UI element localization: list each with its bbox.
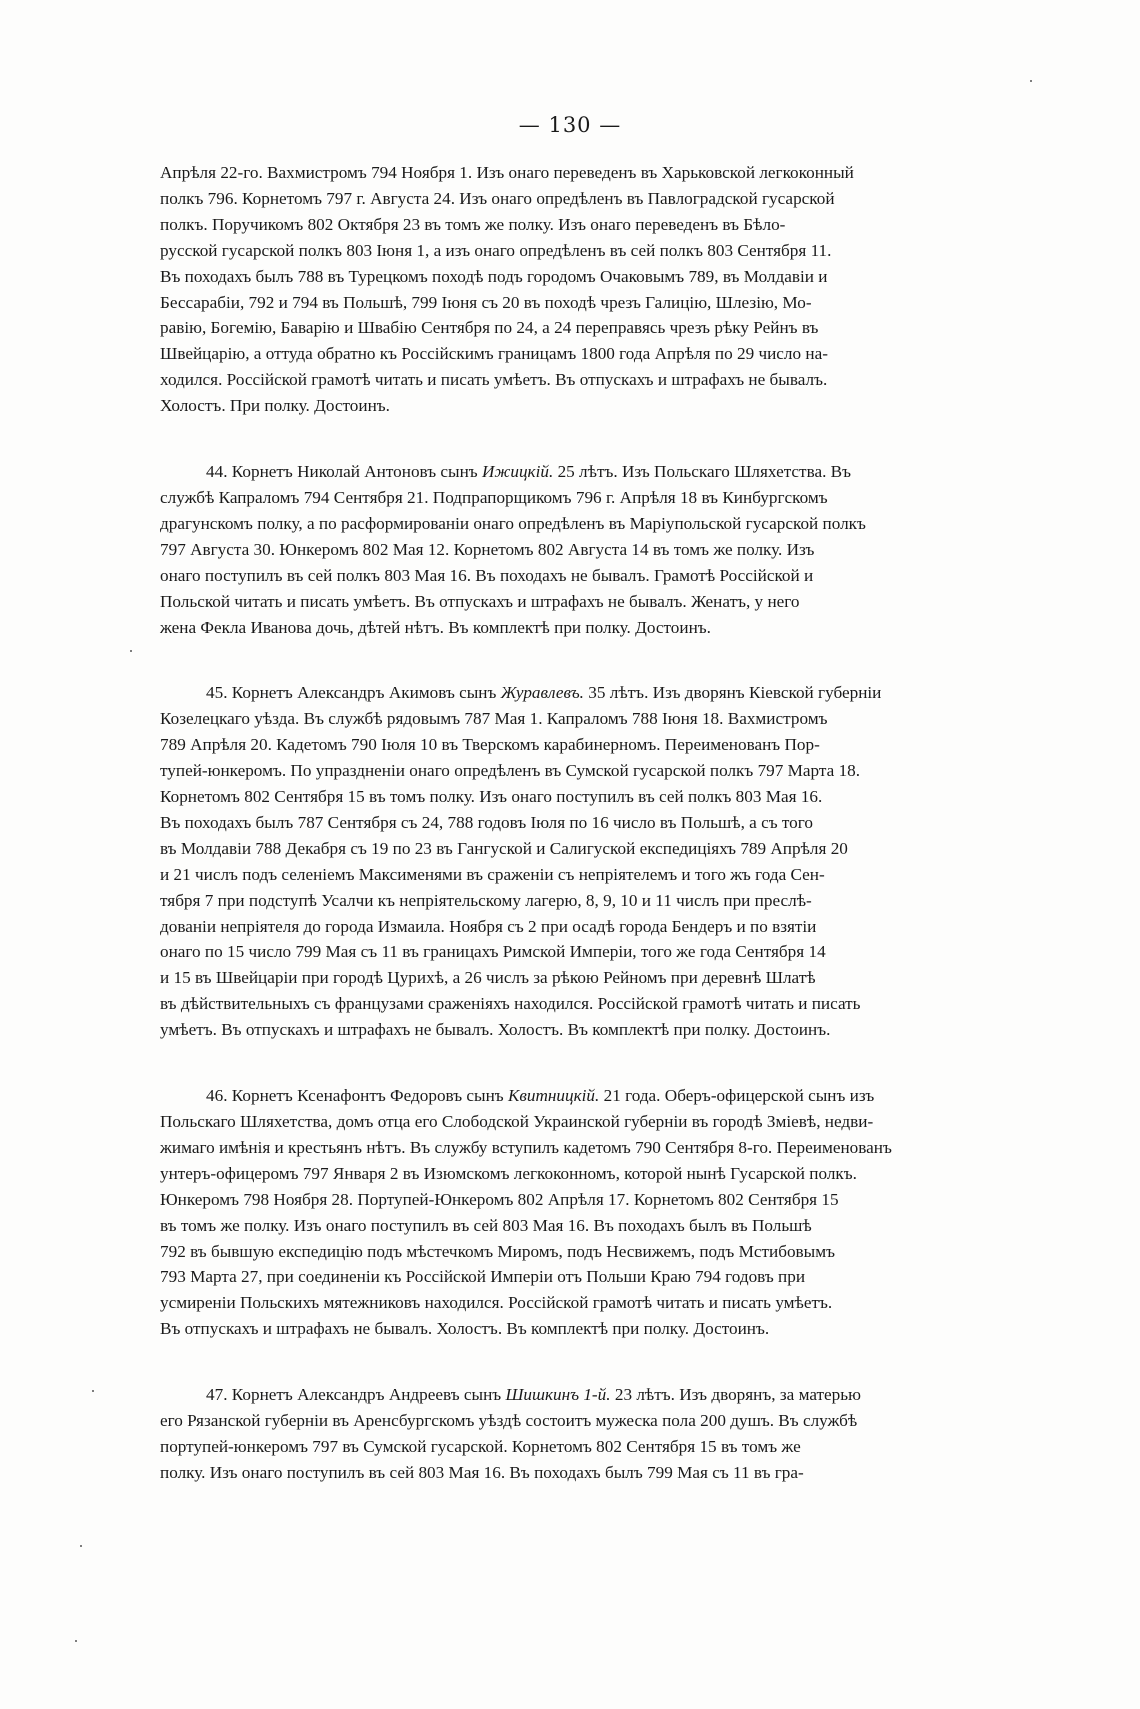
entry-lead: 47. Корнетъ Александръ Андреевъ сынъ xyxy=(206,1385,506,1405)
scan-speck xyxy=(80,1545,82,1547)
entry-heading-line xyxy=(160,1382,1036,1408)
text-line: Польскаго Шляхетства, домъ отца его Слободской Украинской губерніи въ городѣ Зміевѣ, недви- xyxy=(160,1112,874,1131)
text-line: 797 Августа 30. Юнкеромъ 802 Мая 12. Корнетомъ 802 Августа 14 въ томъ же полку. Изъ xyxy=(160,539,815,559)
text-line: усмиреніи Польскихъ мятежниковъ находился. Россійской грамотѣ читать и писать умѣетъ. xyxy=(160,1293,833,1313)
entry-46 xyxy=(160,1083,1036,1342)
scan-speck xyxy=(92,1390,94,1392)
text-line: равію, Богемію, Баварію и Швабію Сентября по 24, а 24 переправясь чрезъ рѣку Рейнъ въ xyxy=(160,318,819,338)
text-line: полку. Изъ онаго поступилъ въ сей 803 Мая 16. Въ походахъ былъ 799 Мая съ 11 въ гра- xyxy=(160,1462,804,1482)
text-line: ходился. Россійской грамотѣ читать и писать умѣетъ. Въ отпускахъ и штрафахъ не бывалъ. xyxy=(160,370,828,390)
text-line: 793 Марта 27, при соединеніи къ Россійской Имперіи отъ Польши Краю 794 годовъ при xyxy=(160,1267,806,1287)
entry-surname: Шишкинъ 1-й. xyxy=(505,1385,611,1405)
text-column xyxy=(160,160,1036,1486)
entry-heading-line xyxy=(160,1083,1036,1109)
text-line: его Рязанской губерніи въ Аренсбургскомъ уѣздѣ состоитъ мужеска пола 200 душъ. Въ службѣ xyxy=(160,1411,858,1431)
text-line: русской гусарской полкъ 803 Іюня 1, а изъ онаго опредѣленъ въ сей полкъ 803 Сентября 11. xyxy=(160,240,832,260)
text-line: тупей-юнкеромъ. По упраздненіи онаго опредѣленъ въ Сумской гусарской полкъ 797 Марта 18. xyxy=(160,761,861,781)
text-line: Въ отпускахъ и штрафахъ не бывалъ. Холостъ. Въ комплектѣ при полку. Достоинъ. xyxy=(160,1319,770,1339)
entry-lead-rest: 23 лѣтъ. Изъ дворянъ, за матерью xyxy=(610,1385,861,1405)
text-line: Бессарабіи, 792 и 794 въ Польшѣ, 799 Іюня съ 20 въ походѣ чрезъ Галицію, Шлезію, Мо- xyxy=(160,292,812,312)
text-line: умѣетъ. Въ отпускахъ и штрафахъ не бывалъ. Холостъ. Въ комплектѣ при полку. Достоинъ. xyxy=(160,1020,831,1040)
text-line: онаго по 15 число 799 Мая съ 11 въ границахъ Римской Имперіи, того же года Сентября 14 xyxy=(160,942,826,962)
entry-continuation xyxy=(160,160,1036,419)
entry-lead: 44. Корнетъ Николай Антоновъ сынъ xyxy=(206,462,482,482)
text-line: драгунскомъ полку, а по расформированіи онаго опредѣленъ въ Маріупольской гусарской полкъ xyxy=(160,513,866,533)
page-number: — 130 — xyxy=(518,113,622,137)
entry-lead: 45. Корнетъ Александръ Акимовъ сынъ xyxy=(206,683,501,703)
entry-surname: Журавлевъ. xyxy=(500,683,584,703)
text-line: унтеръ-офицеромъ 797 Января 2 въ Изюмскомъ легкоконномъ, которой нынѣ Гусарской полкъ. xyxy=(160,1163,857,1183)
text-line: Козелецкаго уѣзда. Въ службѣ рядовымъ 787 Мая 1. Капраломъ 788 Іюня 18. Вахмистромъ xyxy=(160,709,828,729)
entry-45 xyxy=(160,680,1036,1043)
entry-lead-rest: 25 лѣтъ. Изъ Польскаго Шляхетства. Въ xyxy=(553,462,852,482)
text-line: онаго поступилъ въ сей полкъ 803 Мая 16. Въ походахъ не бывалъ. Грамотѣ Россійской и xyxy=(160,565,814,585)
text-line: Юнкеромъ 798 Ноября 28. Портупей-Юнкеромъ 802 Апрѣля 17. Корнетомъ 802 Сентября 15 xyxy=(160,1189,839,1209)
entry-lead-rest: 21 года. Оберъ-офицерской сынъ изъ xyxy=(599,1086,875,1106)
text-line: въ Молдавіи 788 Декабря съ 19 по 23 въ Гангуской и Салигуской експедиціяхъ 789 Апрѣля 20 xyxy=(160,838,848,858)
text-line: Холостъ. При полку. Достоинъ. xyxy=(160,396,390,416)
text-line: жена Фекла Иванова дочь, дѣтей нѣтъ. Въ комплектѣ при полку. Достоинъ. xyxy=(160,617,711,637)
text-line: 789 Апрѣля 20. Кадетомъ 790 Іюля 10 въ Тверскомъ карабинерномъ. Переименованъ Пор- xyxy=(160,735,820,755)
entry-lead-rest: 35 лѣтъ. Изъ дворянъ Кіевской губерніи xyxy=(583,683,882,703)
entry-heading-line xyxy=(160,680,1036,706)
entry-44 xyxy=(160,459,1036,640)
text-line: Корнетомъ 802 Сентября 15 въ томъ полку. Изъ онаго поступилъ въ сей полкъ 803 Мая 16. xyxy=(160,787,823,807)
text-line: полкъ. Поручикомъ 802 Октября 23 въ томъ же полку. Изъ онаго переведенъ въ Бѣло- xyxy=(160,214,786,234)
text-line: тября 7 при подступѣ Усалчи къ непріятельскому лагерю, 8, 9, 10 и 11 числъ при преслѣ- xyxy=(160,890,812,910)
text-line: и 21 числъ подъ селеніемъ Максименями въ сраженіи съ непріятелемъ и того жъ года Сен- xyxy=(160,864,825,884)
text-line: службѣ Капраломъ 794 Сентября 21. Подпрапорщикомъ 796 г. Апрѣля 18 въ Кинбургскомъ xyxy=(160,487,828,507)
entry-heading-line xyxy=(160,459,1036,485)
text-line: и 15 въ Швейцаріи при городѣ Цурихѣ, а 26 числъ за рѣкою Рейномъ при деревнѣ Шлатѣ xyxy=(160,968,816,988)
entry-lead: 46. Корнетъ Ксенафонтъ Федоровъ сынъ xyxy=(206,1086,508,1106)
scan-speck xyxy=(1030,80,1032,82)
text-line: Апрѣля 22-го. Вахмистромъ 794 Ноября 1. Изъ онаго переведенъ въ Харьковской легкоконный xyxy=(160,163,854,182)
text-line: Польской читать и писать умѣетъ. Въ отпускахъ и штрафахъ не бывалъ. Женатъ, у него xyxy=(160,591,800,611)
text-line: Въ походахъ былъ 788 въ Турецкомъ походѣ подъ городомъ Очаковымъ 789, въ Молдавіи и xyxy=(160,266,828,286)
text-line: 792 въ бывшую експедицію подъ мѣстечкомъ Миромъ, подъ Несвижемъ, подъ Мстибовымъ xyxy=(160,1241,835,1261)
text-line: въ дѣйствительныхъ съ французами сраженіяхъ находился. Россійской грамотѣ читать и писать xyxy=(160,994,861,1014)
text-line: дованіи непріятеля до города Измаила. Ноября съ 2 при осадѣ города Бендеръ и по взятіи xyxy=(160,916,817,936)
text-line: портупей-юнкеромъ 797 въ Сумской гусарской. Корнетомъ 802 Сентября 15 въ томъ же xyxy=(160,1436,801,1456)
text-line: Швейцарію, а оттуда обратно къ Россійскимъ границамъ 1800 года Апрѣля по 29 число на- xyxy=(160,344,828,364)
scan-speck xyxy=(130,650,132,652)
text-line: жимаго имѣнія и крестьянъ нѣтъ. Въ службу вступилъ кадетомъ 790 Сентября 8-го. Переименованъ xyxy=(160,1137,892,1157)
text-line: полкъ 796. Корнетомъ 797 г. Августа 24. Изъ онаго опредѣленъ въ Павлоградской гусарской xyxy=(160,188,835,208)
text-line: въ томъ же полку. Изъ онаго поступилъ въ сей 803 Мая 16. Въ походахъ былъ въ Польшѣ xyxy=(160,1215,812,1235)
entry-47 xyxy=(160,1382,1036,1486)
text-line: Въ походахъ былъ 787 Сентября съ 24, 788 годовъ Іюля по 16 число въ Польшѣ, а съ того xyxy=(160,812,813,832)
entry-surname: Квитницкій. xyxy=(508,1086,600,1106)
scan-speck xyxy=(75,1640,77,1642)
entry-surname: Ижицкій. xyxy=(481,462,554,482)
